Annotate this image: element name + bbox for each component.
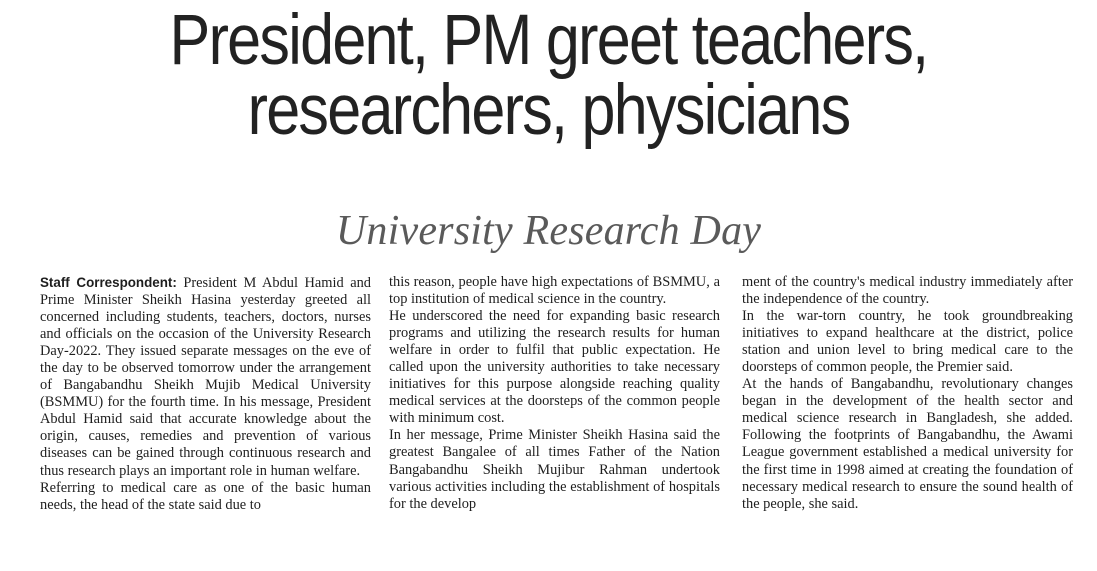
column-3 (742, 274, 1073, 513)
paragraph (40, 274, 371, 480)
subheadline: University Research Day (335, 208, 762, 254)
paragraph: In her message, Prime Minister Sheikh Hasina said the greatest Bangalee of all times Father of the Nation Bangabandhu Sheikh Mujibur Rahman undertook various activities including the establishment of hospitals for the develop (389, 427, 720, 512)
column-2 (389, 274, 720, 513)
paragraph: this reason, people have high expectations of BSMMU, a top institution of medical science in the country. (389, 274, 720, 308)
paragraph: In the war-torn country, he took groundbreaking initiatives to expand healthcare at the district, police station and union level to bring medical care to the doorsteps of common people, the Premier said. (742, 308, 1073, 376)
paragraph: Referring to medical care as one of the basic human needs, the head of the state said due to (40, 479, 371, 513)
headline-line-1: President, PM greet teachers, (169, 1, 928, 80)
paragraph: ment of the country's medical industry immediately after the independence of the country. (742, 274, 1073, 308)
article-body (40, 274, 1075, 566)
column-1 (40, 274, 371, 514)
paragraph: He underscored the need for expanding basic research programs and utilizing the research results for human welfare in order to fulfil that public expectation. He called upon the university authorities to take necessary initiatives for this purpose alongside reaching quality medical services at the doorsteps of the common people with minimum cost. (389, 308, 720, 427)
headline-line-2: researchers, physicians (247, 71, 850, 150)
paragraph-text: President M Abdul Hamid and Prime Minister Sheikh Hasina yesterday greeted all concerned including students, teachers, doctors, nurses and officials on the occasion of the University Research Day-2022. They issued separate messages on the eve of the day to be observed tomorrow under the arrangement of Bangabandhu Sheikh Mujib Medical University (BSMMU) for the fourth time. In his message, President Abdul Hamid said that accurate knowledge about the origin, causes, remedies and prevention of various diseases can be gained through continuous research and thus research plays an important role in human welfare. (40, 275, 371, 479)
byline: Staff Correspondent: (40, 275, 177, 290)
headline (77, 1, 1020, 150)
paragraph: At the hands of Bangabandhu, revolutionary changes began in the development of the health sector and medical science research in Bangladesh, she added. Following the footprints of Bangabandhu, the Awami League government established a medical university for the first time in 1998 aimed at creating the foundation of necessary medical research to ensure the sound health of the people, she said. (742, 376, 1073, 512)
